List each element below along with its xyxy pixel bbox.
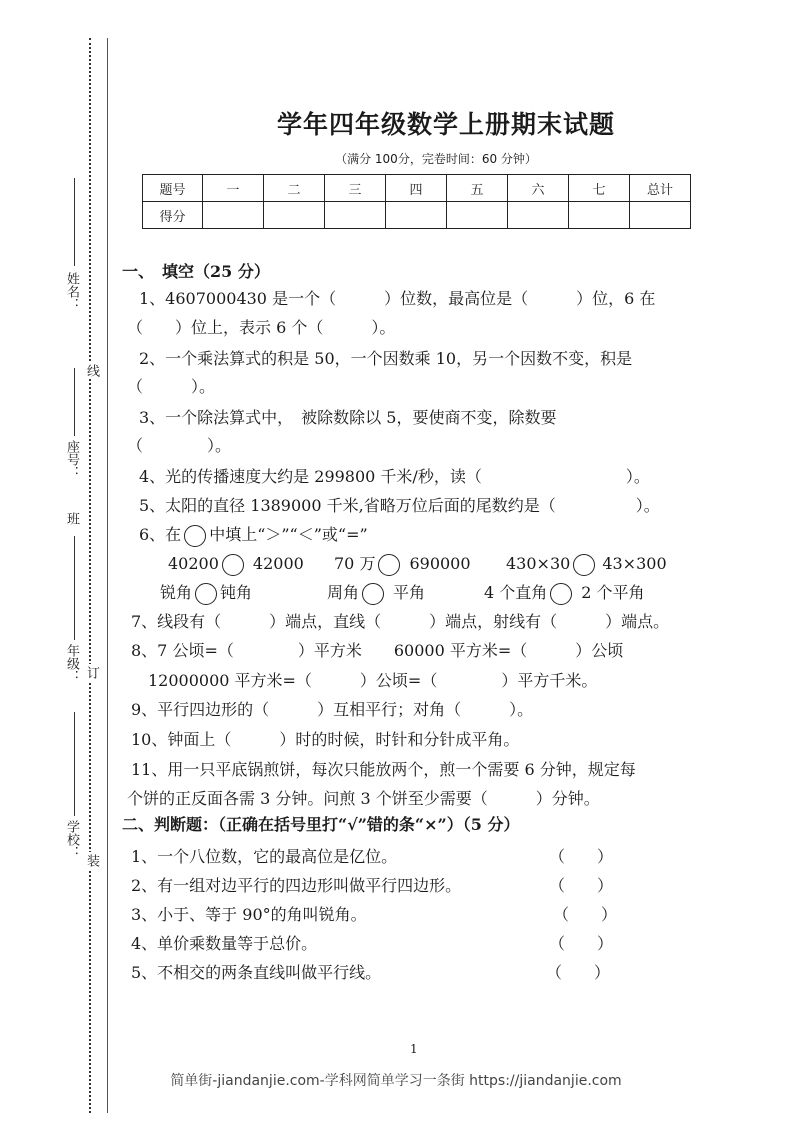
question-10: 10、钟面上（ ）时的时候，时针和分针成平角。 — [131, 730, 520, 749]
compare-item-5 — [327, 578, 425, 607]
compare-circle-input[interactable] — [362, 583, 384, 605]
table-cell: 总计 — [630, 175, 691, 202]
compare-item-4 — [160, 578, 252, 607]
question-6-instruction — [139, 520, 368, 549]
score-table — [142, 174, 691, 229]
compare-item-1 — [168, 549, 304, 578]
bind-mark-zhuang: 装 — [84, 854, 99, 867]
question-9: 9、平行四边形的（ ）互相平行；对角（ ）。 — [131, 700, 534, 719]
compare-left: 4 个直角 — [484, 583, 548, 602]
bind-mark-ding: 订 — [84, 666, 99, 679]
compare-left: 40200 — [168, 554, 219, 573]
question-1-line-2: （ ）位上，表示 6 个（ ）。 — [127, 318, 396, 337]
compare-left: 70 万 — [334, 554, 376, 573]
compare-left: 锐角 — [160, 583, 193, 602]
question-3-line-2: （ ）。 — [127, 436, 232, 455]
judge-item-1: 1、一个八位数，它的最高位是亿位。 — [131, 847, 398, 866]
table-cell: 五 — [447, 175, 508, 202]
table-cell: 六 — [508, 175, 569, 202]
grade-label: 年级： — [64, 644, 79, 683]
compare-circle-icon — [184, 525, 206, 547]
score-input-cell[interactable] — [508, 202, 569, 229]
bind-mark-xian: 线 — [84, 364, 99, 377]
judge-item-4: 4、单价乘数量等于总价。 — [131, 934, 318, 953]
score-input-cell[interactable] — [203, 202, 264, 229]
score-input-cell[interactable] — [386, 202, 447, 229]
judge-answer-paren[interactable]: （ ） — [549, 847, 614, 866]
compare-right: 钝角 — [220, 583, 253, 602]
school-label: 学校： — [64, 820, 79, 859]
table-cell: 二 — [264, 175, 325, 202]
section-1-heading: 一、 填空（25 分） — [122, 262, 270, 281]
compare-left: 430×30 — [506, 554, 571, 573]
question-2-line-2: （ ）。 — [127, 377, 216, 396]
page-title: 学年四年级数学上册期末试题 — [276, 110, 615, 139]
compare-right: 42000 — [252, 554, 304, 573]
table-cell: 得分 — [143, 202, 203, 229]
class-label: 班 — [64, 512, 79, 525]
question-1-line-1: 1、4607000430 是一个（ ）位数，最高位是（ ）位，6 在 — [139, 289, 656, 308]
compare-circle-input[interactable] — [550, 583, 572, 605]
judge-answer-paren[interactable]: （ ） — [549, 934, 614, 953]
score-input-cell[interactable] — [630, 202, 691, 229]
compare-left: 周角 — [327, 583, 360, 602]
compare-right: 平角 — [393, 583, 426, 602]
compare-item-6 — [484, 578, 645, 607]
q6-prefix: 6、在 — [139, 525, 182, 544]
binding-dotted-line — [89, 38, 91, 1113]
judge-item-3: 3、小于、等于 90°的角叫锐角。 — [131, 905, 367, 924]
score-input-cell[interactable] — [447, 202, 508, 229]
question-2-line-1: 2、一个乘法算式的积是 50，一个因数乘 10，另一个因数不变，积是 — [139, 349, 633, 368]
compare-circle-input[interactable] — [195, 583, 217, 605]
section-2-heading: 二、判断题：（正确在括号里打“√”错的条“×”）（5 分） — [122, 815, 520, 834]
score-input-cell[interactable] — [569, 202, 630, 229]
table-cell: 题号 — [143, 175, 203, 202]
page-subtitle: （满分 100分，完卷时间：60 分钟） — [335, 152, 537, 166]
judge-item-2: 2、有一组对边平行的四边形叫做平行四边形。 — [131, 876, 462, 895]
question-8-line-2: 12000000 平方米=（ ）公顷=（ ）平方千米。 — [148, 671, 598, 690]
judge-answer-paren[interactable]: （ ） — [553, 905, 618, 924]
score-input-cell[interactable] — [264, 202, 325, 229]
compare-right: 2 个平角 — [581, 583, 645, 602]
binding-solid-line — [107, 38, 108, 1113]
question-11-line-1: 11、用一只平底锅煎饼，每次只能放两个，煎一个需要 6 分钟，规定每 — [131, 760, 636, 779]
judge-answer-paren[interactable]: （ ） — [546, 963, 611, 982]
page-number: 1 — [410, 1042, 418, 1056]
judge-item-5: 5、不相交的两条直线叫做平行线。 — [131, 963, 382, 982]
compare-circle-input[interactable] — [378, 554, 400, 576]
compare-right: 43×300 — [602, 554, 667, 573]
compare-item-3 — [506, 549, 667, 578]
compare-circle-input[interactable] — [573, 554, 595, 576]
score-table-score-row — [143, 202, 691, 229]
name-underline — [74, 178, 75, 266]
question-3-line-1: 3、一个除法算式中， 被除数除以 5，要使商不变，除数要 — [139, 408, 557, 427]
grade-underline — [74, 536, 75, 640]
score-input-cell[interactable] — [325, 202, 386, 229]
question-11-line-2: 个饼的正反面各需 3 分钟。问煎 3 个饼至少需要（ ）分钟。 — [127, 789, 600, 808]
seat-underline — [74, 368, 75, 436]
question-5: 5、太阳的直径 1389000 千米,省略万位后面的尾数约是（ ）。 — [139, 496, 660, 515]
judge-answer-paren[interactable]: （ ） — [549, 876, 614, 895]
question-7: 7、线段有（ ）端点，直线（ ）端点，射线有（ ）端点。 — [131, 612, 670, 631]
table-cell: 七 — [569, 175, 630, 202]
question-8-line-1: 8、7 公顷=（ ）平方米 60000 平方米=（ ）公顷 — [131, 641, 624, 660]
compare-circle-input[interactable] — [222, 554, 244, 576]
question-4: 4、光的传播速度大约是 299800 千米/秒，读（ ）。 — [139, 467, 650, 486]
footer-watermark: 简单街-jiandanjie.com-学科网简单学习一条街 https://jiandanjie.com — [170, 1073, 622, 1089]
table-cell: 一 — [203, 175, 264, 202]
compare-right: 690000 — [409, 554, 471, 573]
table-cell: 四 — [386, 175, 447, 202]
compare-item-2 — [334, 549, 471, 578]
seat-label: 座号： — [64, 440, 79, 479]
school-underline — [74, 712, 75, 816]
q6-suffix: 中填上“＞”“＜”或“=” — [209, 525, 368, 544]
score-table-header-row — [143, 175, 691, 202]
name-label: 姓名： — [64, 272, 79, 311]
table-cell: 三 — [325, 175, 386, 202]
